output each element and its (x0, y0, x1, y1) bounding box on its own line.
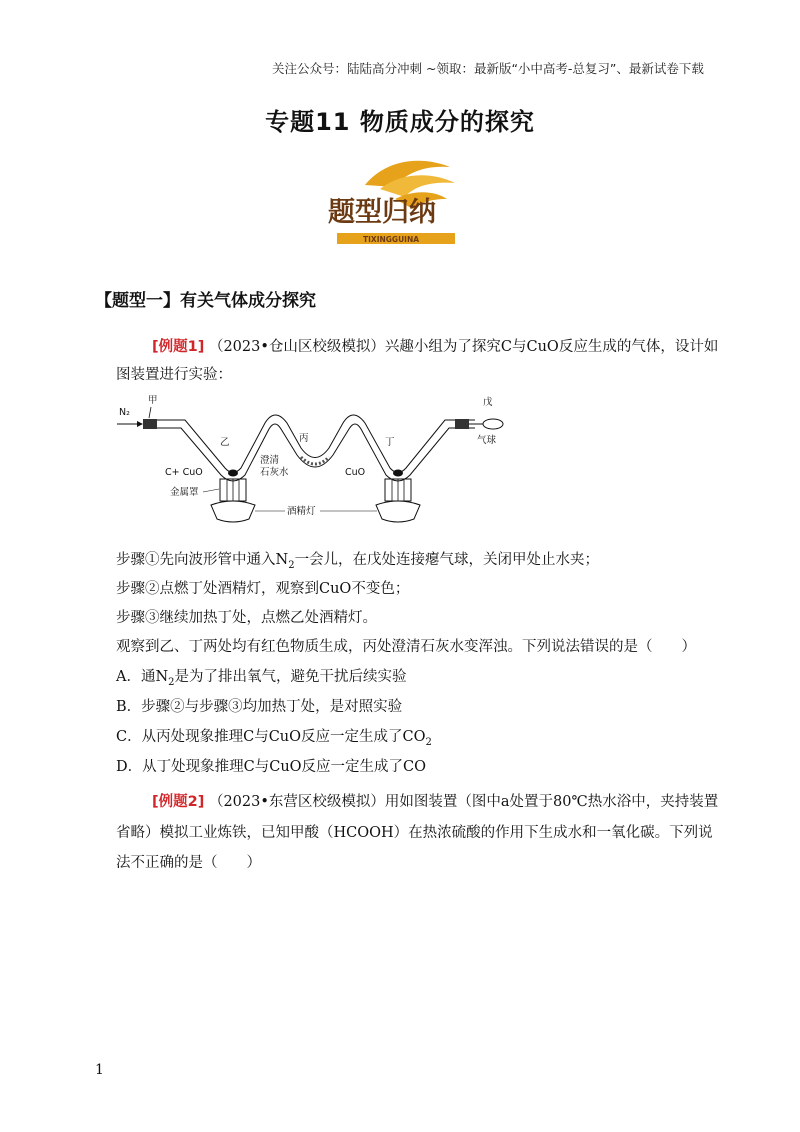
page-number: 1 (95, 1062, 104, 1078)
burner-right (376, 479, 420, 522)
label-balloon: 气球 (477, 435, 497, 446)
logo (325, 155, 465, 250)
page-title: 专题11 物质成分的探究 (265, 108, 535, 136)
observation: 观察到乙、丁两处均有红色物质生成，丙处澄清石灰水变浑浊。下列说法错误的是（ ） (116, 639, 696, 655)
stopper-wu (455, 419, 469, 429)
label-ding: 丁 (385, 437, 395, 448)
label-yi: 乙 (220, 437, 230, 448)
example1-intro-line2: 图装置进行实验： (116, 367, 232, 383)
option-d: D．从丁处现象推理C与CuO反应一定生成了CO (116, 759, 427, 775)
option-b: B．步骤②与步骤③均加热丁处，是对照实验 (116, 699, 403, 715)
example2-line2: 省略）模拟工业炼铁，已知甲酸（HCOOH）在热浓硫酸的作用下生成水和一氧化碳。下列说 (116, 825, 713, 841)
label-bing: 丙 (299, 433, 309, 444)
label-jia: 甲 (148, 395, 158, 406)
step-1: 步骤①先向波形管中通入$N_2$一会儿，在戊处连接瘪气球，关闭甲处止水夹； (116, 552, 600, 571)
label-limewater-1: 澄清 (260, 455, 280, 466)
inlet-arrow-head (137, 421, 143, 427)
example2-label: [例题2] (152, 794, 205, 810)
example2-line1: [例题2] （2023•东营区校级模拟）用如图装置（图中a处置于80℃热水浴中，夹持装置 (152, 794, 719, 810)
step-2: 步骤②点燃丁处酒精灯，观察到CuO不变色； (116, 581, 410, 597)
solid-cuo (393, 470, 403, 477)
apparatus-diagram (115, 393, 515, 528)
step-3: 步骤③继续加热丁处，点燃乙处酒精灯。 (116, 610, 377, 626)
logo-main-text: 题型归纳 (328, 197, 436, 228)
option-c: C．从丙处现象推理C与CuO反应一定生成了$CO_2$ (116, 729, 432, 748)
logo-graphic (325, 155, 465, 250)
section-heading: 【题型一】有关气体成分探究 (95, 291, 316, 311)
label-cuo: CuO (345, 467, 366, 478)
wave-tube-inner (157, 424, 475, 481)
example1-label: [例题1] (152, 339, 205, 355)
label-lamp: 酒精灯 (287, 506, 316, 517)
burner-left (211, 479, 255, 522)
label-limewater-2: 石灰水 (260, 467, 289, 478)
label-n2: N₂ (119, 407, 130, 418)
example2-line3: 法不正确的是（ ） (116, 855, 261, 871)
clamp-jia (143, 419, 157, 429)
option-a: A．通$N_2$是为了排出氧气，避免干扰后续实验 (116, 669, 407, 688)
label-metal-cover: 金属罩 (170, 487, 199, 498)
solid-c-cuo (228, 470, 238, 477)
logo-sub-text: TIXINGGUINA (363, 235, 420, 244)
header-note: 关注公众号：陆陆高分冲刺 ~领取：最新版“小中高考-总复习”、最新试卷下载 (272, 61, 704, 76)
balloon-icon (483, 419, 503, 429)
label-wu: 戊 (483, 397, 493, 408)
example1-intro-text: （2023•仓山区校级模拟）兴趣小组为了探究C与CuO反应生成的气体，设计如 (208, 339, 719, 355)
label-c-cuo: C+ CuO (165, 467, 203, 478)
example1-intro-line1 (152, 334, 718, 360)
